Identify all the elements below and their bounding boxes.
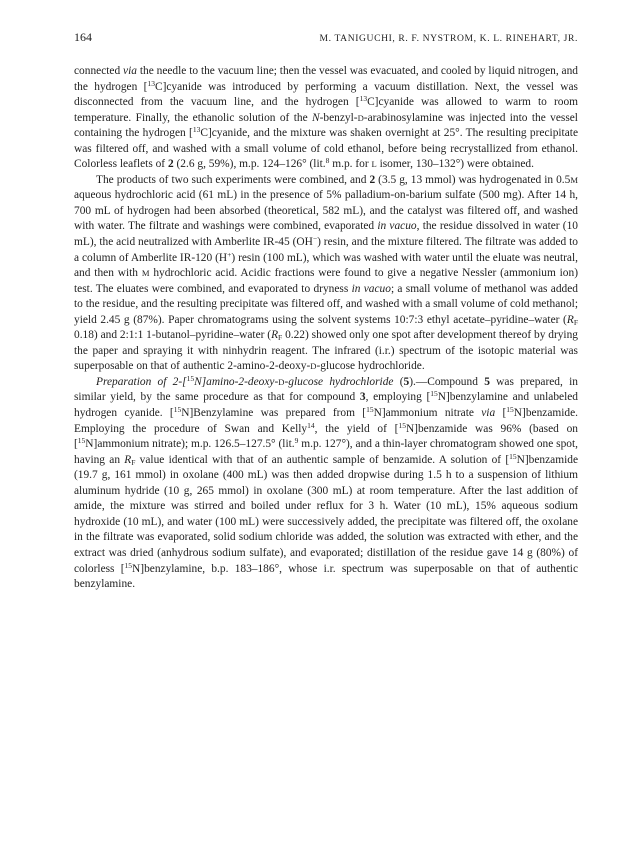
text-run: F <box>131 457 136 467</box>
text-run: 5 <box>484 375 490 388</box>
text-run: D <box>310 361 317 372</box>
text-run: value identical with that of an authentic sample of benzamide. A solution of [ <box>135 453 510 466</box>
text-run: C]cyanide was introduced by performing a vacuum distillation. Next, the vessel was disconnected from the vacuum line, and the hydrogen [ <box>74 80 578 109</box>
text-run: -glucose hydrochloride <box>284 375 394 388</box>
text-run: [ <box>495 407 507 420</box>
text-run: + <box>227 249 232 259</box>
text-run: N]ammonium nitrate <box>373 407 482 420</box>
text-run: R <box>271 329 279 342</box>
text-run: F <box>278 333 283 343</box>
text-run: ).—Compound <box>409 375 485 388</box>
text-run: hydrochloric acid. Acidic fractions were found to give a negative Nessler (ammonium ion) test. The eluates were combined, and evaporated to dryness <box>74 267 578 295</box>
text-run: The products of two such experiments were combined, and <box>96 173 370 186</box>
text-run: R <box>124 453 132 466</box>
paragraph-hydrogenation <box>74 173 578 375</box>
text-run: the needle to the vacuum line; then the vessel was evacuated, and cooled by liquid nitrogen, and the hydrogen [ <box>74 65 578 93</box>
text-run: L <box>371 159 377 170</box>
text-run: ; a small volume of methanol was added to the residue, and the resulting precipitate was filtered off, and washed with a small volume of cold methanol; yield 2.45 g (87%). Paper chromatograms using the solvent systems 10:7:3 ethyl acetate–pyridine–water ( <box>74 282 578 326</box>
text-run: 15 <box>398 420 406 430</box>
text-run: 15 <box>366 405 374 415</box>
text-run: N]benzamide (19.7 g, 161 mmol) in oxolane (400 mL) was then added dropwise during 1.5 h to a suspension of lithium aluminum hydride (10 g, 265 mmol) in oxolane (300 mL) at room temperature. After the last addition of amide, the mixture was stirred and boiled under reflux for 3 h. Water (10 mL), 15% aqueous sodium hydroxide (10 mL), and water (100 mL) were successively added, the precipitate was filtered off, the oxolane in the filtrate was evaporated, solid sodium chloride was added, the solution was extracted with ether, and the extract was dried (anhydrous sodium sulfate), and evaporated; distillation of the residue gave 14 g (80%) of colorless [ <box>74 453 578 575</box>
text-run: 14 <box>307 420 315 430</box>
text-run: N <box>312 111 320 124</box>
text-run: connected <box>74 65 124 77</box>
text-run: M <box>570 174 578 185</box>
text-run: D <box>278 376 285 387</box>
page-number: 164 <box>74 30 92 44</box>
text-run: 15 <box>186 373 195 383</box>
body-text <box>74 64 578 593</box>
text-run: was prepared, in similar yield, by the same procedure as that for compound <box>74 375 578 404</box>
text-run: N]benzamide. Employing the procedure of Swan and Kelly <box>74 407 578 435</box>
text-run: 15 <box>506 405 514 415</box>
paragraph-preparation-compound-5 <box>74 375 578 593</box>
text-run: 15 <box>509 451 517 461</box>
text-run: -benzyl- <box>319 111 358 124</box>
text-run: ) resin, and the mixture filtered. The filtrate was added to a column of Amberlite IR-120 (H <box>74 236 579 264</box>
text-run: N]benzylamine, b.p. 183–186°, whose i.r. spectrum was superposable on that of authentic benzylamine. <box>74 562 578 591</box>
text-run: 0.18) and 2:1:1 1-butanol–pyridine–water ( <box>74 329 272 342</box>
running-head: M. TANIGUCHI, R. F. NYSTROM, K. L. RINEHART, JR. <box>319 33 578 44</box>
text-run: (3.5 g, 13 mmol) was hydrogenated in 0.5 <box>375 173 571 186</box>
text-run: via <box>123 65 137 77</box>
text-run: via <box>481 407 496 420</box>
text-run: in vacuo <box>377 220 417 233</box>
text-run: M <box>141 268 150 279</box>
text-run: N]benzylamine and unlabeled hydrogen cyanide. [ <box>74 391 578 420</box>
text-run: 0.22) showed only one spot after development thereof by drying the paper and spraying it with ninhydrin reagent. The infrared (i.r.) spectrum of the isotopic material was superposable on that of authentic 2-amino-2-deoxy- <box>74 329 578 373</box>
text-run: in vacuo <box>351 282 391 295</box>
text-run: N]benzamide was 96% (based on [ <box>74 422 578 451</box>
text-run: m.p. 127°), and a thin-layer chromatogram showed one spot, having an <box>74 438 578 466</box>
text-run: ) resin (100 mL), which was washed with water until the eluate was neutral, and then with <box>74 251 578 280</box>
text-run: 8 <box>325 156 330 166</box>
paragraph-hcn-addition <box>74 64 578 173</box>
text-run: C]cyanide was allowed to warm to room temperature. Finally, the ethanolic solution of the <box>74 96 578 124</box>
text-run: isomer, 130–132°) were obtained. <box>376 158 534 171</box>
text-run: N]ammonium nitrate); m.p. 126.5–127.5° (lit. <box>85 438 295 451</box>
text-run: C]cyanide, and the mixture was shaken overnight at 25°. The resulting precipitate was filtered off, and washed with a small volume of cold ethanol, before being recrystallized from ethanol. Colorless leaflets of <box>74 127 578 171</box>
text-run: 13 <box>359 94 368 104</box>
text-run: 2 <box>369 173 376 186</box>
text-run: 13 <box>192 125 201 135</box>
text-run: , the yield of [ <box>314 422 399 435</box>
text-run: -glucose hydrochloride. <box>316 360 425 373</box>
text-run: 15 <box>77 436 86 446</box>
text-run: 15 <box>430 389 438 399</box>
text-run: -arabinosylamine was injected into the vessel containing the hydrogen [ <box>74 111 578 140</box>
text-run: aqueous hydrochloric acid (61 mL) in the presence of 5% palladium-on-barium sulfate (500 mg). After 14 h, 700 mL of hydrogen had been absorbed (theoretical, 582 mL), and the catalyst was filtered off, and washed with water. The filtrate and washings were combined, evaporated <box>74 189 578 233</box>
text-run: N]Benzylamine was prepared from [ <box>181 407 367 420</box>
text-run: (2.6 g, 59%), m.p. 124–126° (lit. <box>173 158 326 171</box>
text-run: 5 <box>403 375 410 388</box>
text-run: 15 <box>173 405 182 415</box>
text-run: D <box>357 112 364 123</box>
text-run: ( <box>393 375 404 388</box>
text-run: m.p. for <box>329 158 372 171</box>
text-run: , employing [ <box>365 391 431 404</box>
text-run: − <box>312 234 318 244</box>
text-run: 13 <box>147 78 155 88</box>
text-run: R <box>566 313 574 326</box>
text-run: N]amino-2-deoxy- <box>194 375 279 388</box>
text-run: 3 <box>359 391 366 404</box>
page-header <box>74 30 578 52</box>
text-run: Preparation of 2-[ <box>96 375 187 388</box>
text-run: , the residue dissolved in water (10 mL), the acid neutralized with Amberlite IR-45 (OH <box>74 220 578 249</box>
text-run: 2 <box>167 158 174 171</box>
text-run: 9 <box>294 436 299 446</box>
text-run: 15 <box>124 560 133 570</box>
text-run: F <box>573 317 578 327</box>
